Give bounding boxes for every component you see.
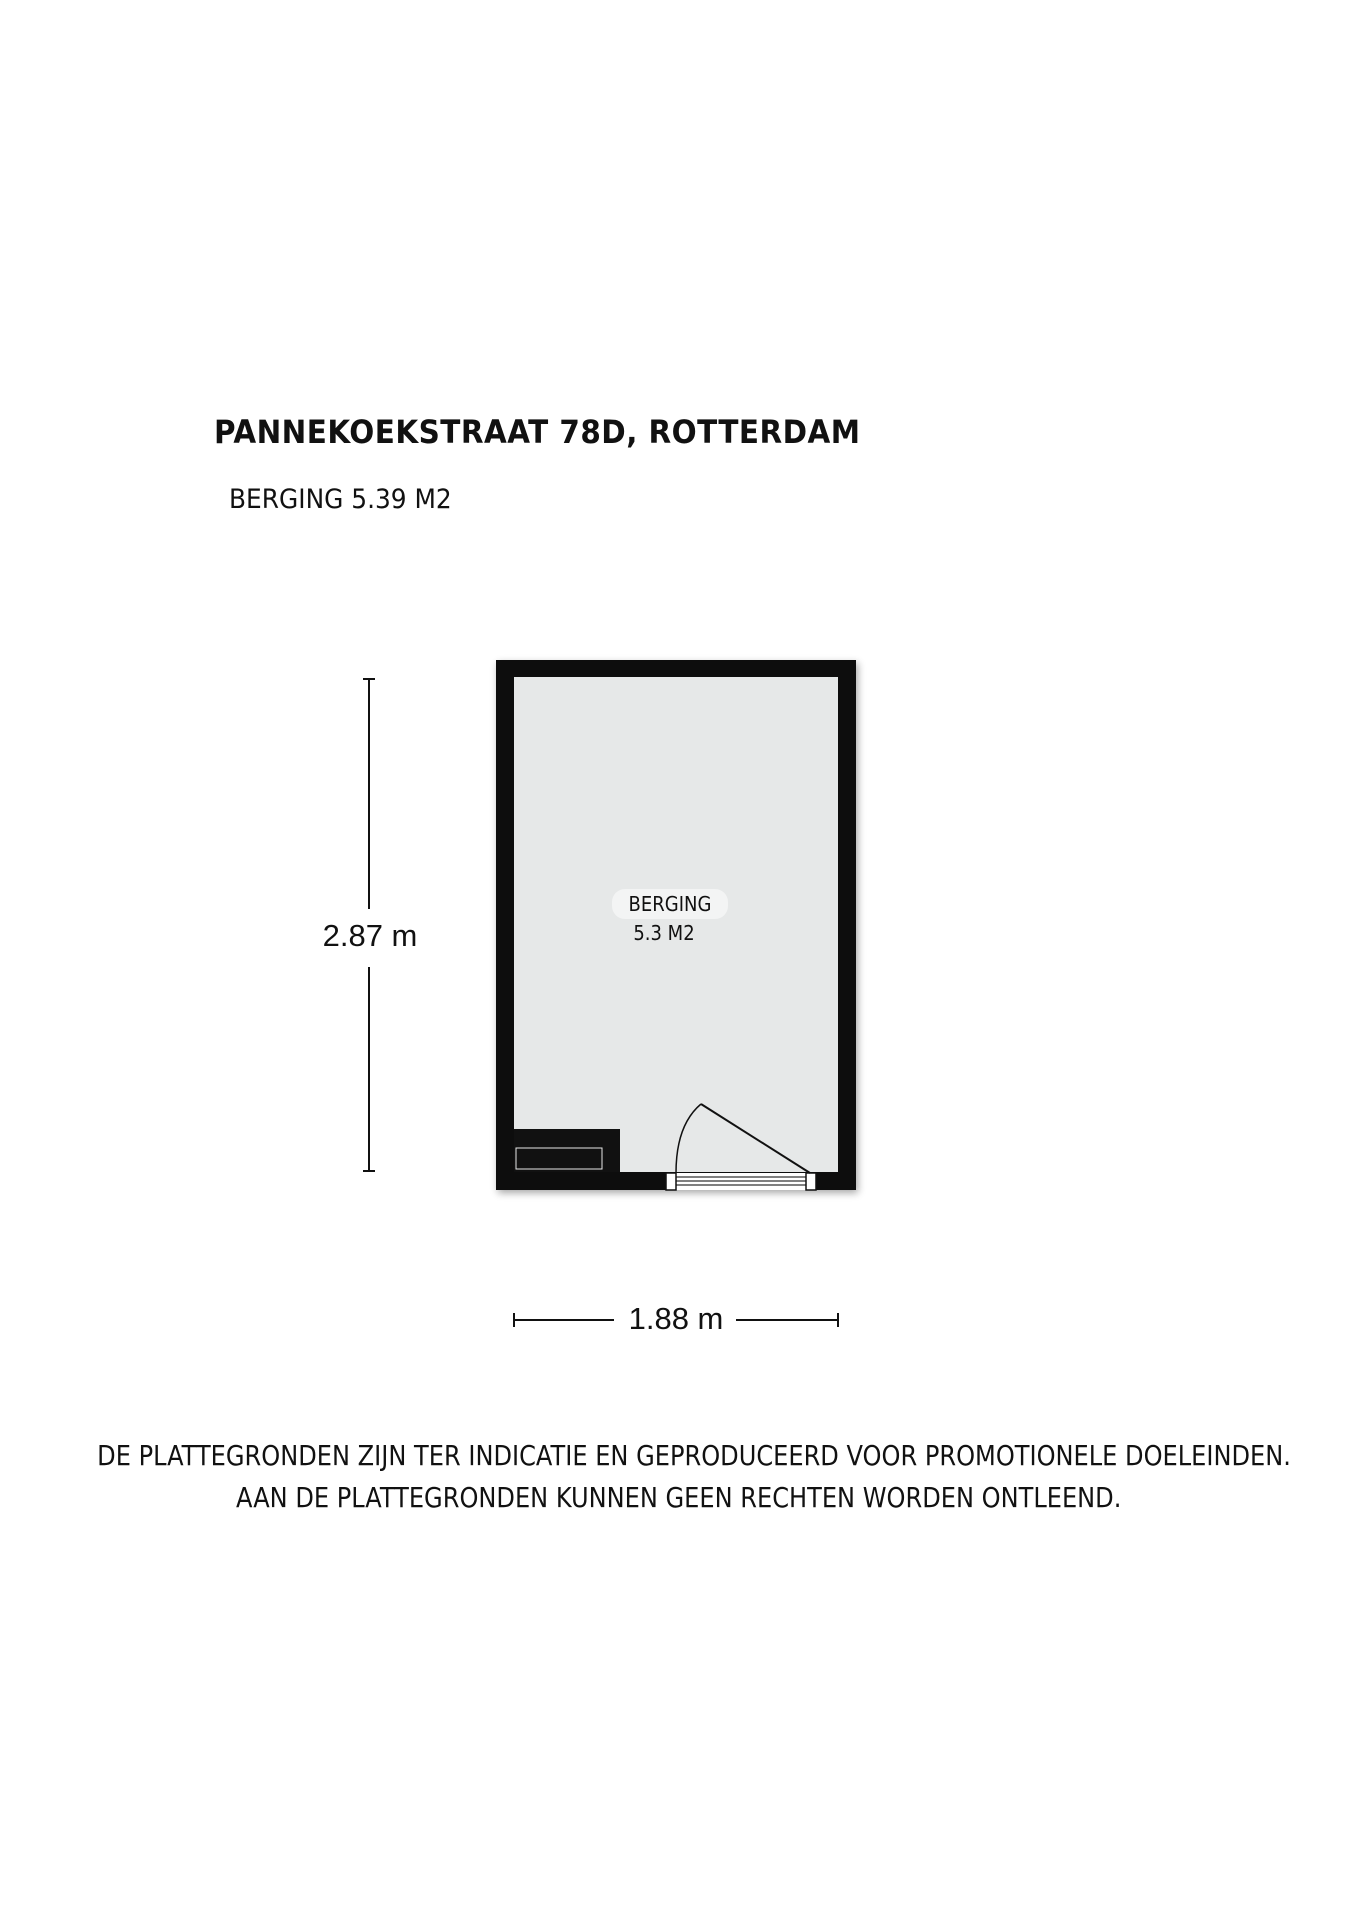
disclaimer-line-2 [0,1481,1358,1514]
disclaimer-text-2: AAN DE PLATTEGRONDEN KUNNEN GEEN RECHTEN WORDEN ONTLEEND. [236,1481,1122,1514]
disclaimer-line-1 [0,1439,1358,1472]
disclaimer-text-1: DE PLATTEGRONDEN ZIJN TER INDICATIE EN GEPRODUCEERD VOOR PROMOTIONELE DOELEINDEN. [97,1439,1291,1472]
room-name-label: BERGING [628,892,712,917]
room-area-label: 5.3 M2 [633,921,695,946]
corner-cabinet [514,1129,620,1172]
page-title: PANNEKOEKSTRAAT 78D, ROTTERDAM [214,413,861,451]
floor-area-summary: BERGING 5.39 M2 [229,484,452,515]
width-dimension-label: 1.88 m [628,1301,724,1337]
height-dimension-label: 2.87 m [322,918,418,954]
